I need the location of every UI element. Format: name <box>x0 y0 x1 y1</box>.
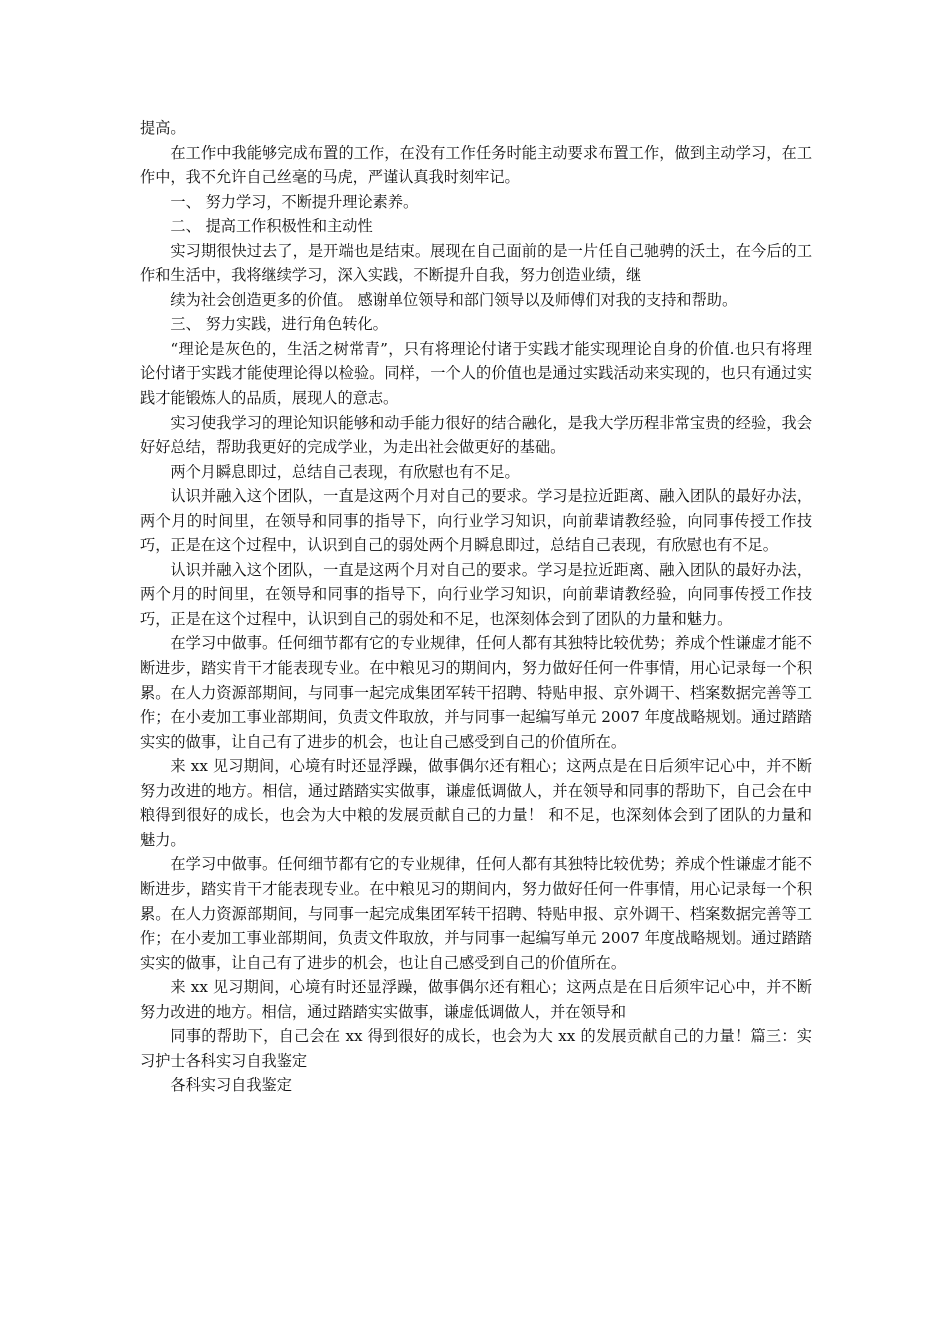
paragraph-15: 在学习中做事。任何细节都有它的专业规律，任何人都有其独特比较优势；养成个性谦虚才能不断进步，踏实肯干才能表现专业。在中粮见习的期间内，努力做好任何一件事情，用心记录每一个积累。在人力资源部期间，与同事一起完成集团军转干招聘、特贴申报、京外调干、档案数据完善等工作；在小麦加工事业部期间，负责文件取放，并与同事一起编写单元 2007 年度战略规划。通过踏踏实实的做事，让自己有了进步的机会，也让自己感受到自己的价值所在。 <box>140 855 812 972</box>
paragraph-16: 来 xx 见习期间，心境有时还显浮躁，做事偶尔还有粗心；这两点是在日后须牢记心中，并不断努力改进的地方。相信，通过踏踏实实做事，谦虚低调做人，并在领导和 <box>140 978 812 1021</box>
paragraph-13: 在学习中做事。任何细节都有它的专业规律，任何人都有其独特比较优势；养成个性谦虚才能不断进步，踏实肯干才能表现专业。在中粮见习的期间内，努力做好任何一件事情，用心记录每一个积累。在人力资源部期间，与同事一起完成集团军转干招聘、特贴申报、京外调干、档案数据完善等工作；在小麦加工事业部期间，负责文件取放，并与同事一起编写单元 2007 年度战略规划。通过踏踏实实的做事，让自己有了进步的机会，也让自己感受到自己的价值所在。 <box>140 634 812 751</box>
paragraph-10: 两个月瞬息即过，总结自己表现，有欣慰也有不足。 <box>170 462 520 481</box>
paragraph-12: 认识并融入这个团队，一直是这两个月对自己的要求。学习是拉近距离、融入团队的最好办法，两个月的时间里，在领导和同事的指导下，向行业学习知识，向前辈请教经验，向同事传授工作技巧，正是在这个过程中，认识到自己的弱处和不足，也深刻体会到了团队的力量和魅力。 <box>140 560 812 628</box>
section-heading-3: 三、 努力实践，进行角色转化。 <box>170 315 388 334</box>
paragraph-14: 来 xx 见习期间，心境有时还显浮躁，做事偶尔还有粗心；这两点是在日后须牢记心中，并不断努力改进的地方。相信，通过踏踏实实做事，谦虚低调做人，并在领导和同事的帮助下，自己会在中粮得到很好的成长，也会为大中粮的发展贡献自己的力量！ 和不足，也深刻体会到了团队的力量和魅力。 <box>140 757 812 849</box>
paragraph-2: 在工作中我能够完成布置的工作，在没有工作任务时能主动要求布置工作，做到主动学习，在工作中，我不允许自己丝毫的马虎，严谨认真我时刻牢记。 <box>140 143 812 187</box>
paragraph-17: 同事的帮助下，自己会在 xx 得到很好的成长，也会为大 xx 的发展贡献自己的力量！篇三：实习护士各科实习自我鉴定 <box>140 1027 812 1070</box>
document-page <box>140 116 812 1098</box>
paragraph-11: 认识并融入这个团队，一直是这两个月对自己的要求。学习是拉近距离、融入团队的最好办法，两个月的时间里，在领导和同事的指导下，向行业学习知识，向前辈请教经验，向同事传授工作技巧，正是在这个过程中，认识到自己的弱处两个月瞬息即过，总结自己表现，有欣慰也有不足。 <box>140 487 812 555</box>
paragraph-18: 各科实习自我鉴定 <box>170 1076 292 1095</box>
paragraph-5: 实习期很快过去了，是开端也是结束。展现在自己面前的是一片任自己驰骋的沃土，在今后的工作和生活中，我将继续学习，深入实践，不断提升自我，努力创造业绩，继 <box>140 241 812 285</box>
paragraph-8: “理论是灰色的，生活之树常青”，只有将理论付诸于实践才能实现理论自身的价值.也只有将理论付诸于实践才能使理论得以检验。同样，一个人的价值也是通过实践活动来实现的，也只有通过实践才能锻炼人的品质，展现人的意志。 <box>140 339 812 408</box>
paragraph-6: 续为社会创造更多的价值。 感谢单位领导和部门领导以及师傅们对我的支持和帮助。 <box>170 290 738 309</box>
section-heading-1: 一、 努力学习，不断提升理论素养。 <box>170 192 419 211</box>
paragraph-1: 提高。 <box>140 119 186 137</box>
section-heading-2: 二、 提高工作积极性和主动性 <box>170 217 373 236</box>
paragraph-9: 实习使我学习的理论知识能够和动手能力很好的结合融化，是我大学历程非常宝贵的经验，我会好好总结，帮助我更好的完成学业，为走出社会做更好的基础。 <box>140 413 812 457</box>
